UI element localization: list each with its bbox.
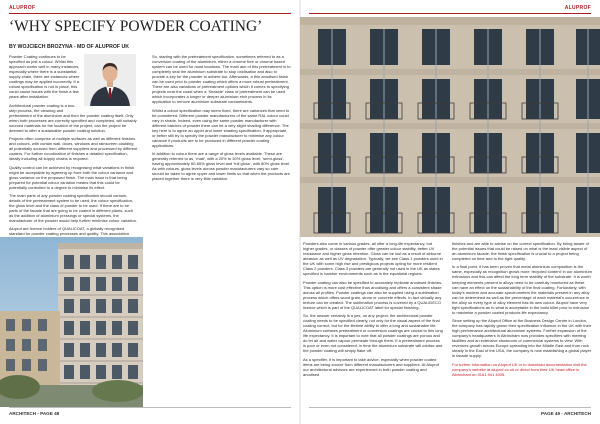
paragraph: Powders also come in various grades, all offer a long-life expectancy, but higher grades, or classes of powder offer greater colour stability, better UV resistance and higher gloss retention. Gloss can be lost as a result of airborne abrasion as well as UV degradation. Typically, we see Class 1 powders used in the UK with some high rise and prestigious projects opting for more resilient Class 2 powders. Class 3 powders are generally not used in the UK as states specified in harsher environments such as in the equatorial regions. — [303, 241, 443, 277]
building-photo-left — [0, 237, 143, 407]
paragraph: The main parts of any powder coating specification should contain, details of the pretreatment system to be used, the colour specification, the gloss level and the class of powder to be used. If there are to be parts of the facade that are going to be coated in different plants, such as the addition of aluminium pressings or special systems, the manufacturer of the powder would help further minimise colour variation. — [9, 192, 138, 224]
text-column-c — [303, 241, 443, 380]
article-byline: BY WOJCIECH BROZYNA - MD OF ALUPROF UK — [9, 44, 129, 50]
footer-page-right: PAGE 49 - ARCHITECH — [540, 411, 591, 416]
footer-rule-left — [9, 407, 291, 408]
text-column-d — [452, 241, 592, 380]
brand-label-left: ALUPROF — [9, 5, 36, 11]
footer-rule-right — [309, 407, 591, 408]
paragraph: Projects often comprise of multiple surfaces as well as different finishes and colours, with curtain wall, doors, windows and rainscreen cladding all potentially sourced from different suppliers and processed by different coaters. For further coordination of finishes a detailed specification, ideally including all supply chains is required. — [9, 136, 138, 162]
paragraph: So, starting with the pretreatment specification, sometimes referred to as a conversion coating of the aluminium, either a chrome free or chrome based system can be used for most locations. The main aim of this pretreatment is to completely seal the aluminium substrate to stop oxidisation and also to provide a key for the powder to adhere too. Afterwards, a thin anodised finish can be used prior to powder coating which offers a more robust pretreatment. There are also variations of pretreatment options which if comes to specifying projects near the coast when a ‘Seaside’ class of pretreatment can be used which incorporates a longer or deeper aluminium etch process in its application to remove aluminium substrate contaminants. — [152, 54, 291, 105]
paragraph: Quality control can be achieved by recognising what variations in finish might be acceptable by agreeing up front both the colour variance and gloss variance on the proposed finish. The main issue is that being prepared for potential colour variation means that this could be potentially controlled to a degree to minimise its effect. — [9, 164, 135, 190]
building-photo-right — [300, 17, 600, 237]
paragraph: As a specifier, it is important to take advice, especially when powder coated items are being source from different manufacturers and suppliers. At Aluprof our architectural advisors are experienced in both powder coating and anodised — [303, 356, 439, 377]
text-column-b — [152, 54, 291, 185]
footer-page-left: ARCHITECH - PAGE 48 — [9, 411, 60, 416]
author-portrait — [84, 54, 136, 106]
paragraph: Powder Coating continues to be specified as just a colour. Whilst this approach works well in many instances, especially where there is a substantial supply chain, there are instances where coatings may be applied incorrectly. If a robust specification is not in place, this could cause issues with the finish a few years after installation. — [9, 54, 80, 100]
paragraph: finishes and are able to advise on the correct specification. By being aware of the potential issues that could be raised on what is the least visible aspect of an aluminium facade, the finish specification is crucial to a project being completed on time and to the right quality. — [452, 241, 589, 262]
paragraph: In a final point, it has been proven that metal aluminium composition is the same, especially as recognition grows more ‘recycled content’ in our aluminium extrusions and this can affect the long term stability of the substrate. It is worth keeping elements present in alloys need to be carefully monitored as these can have an effect on the sustainability of the final coating. Fortunately, with today’s modern and accurate spectrometers the materials present in any alloy can be determined as well as the percentage of each material’s occurrence in the alloy so every type of alloy element has its own colour. Aluprof have very tight specifications as to what is acceptable in the build billet prior to extrusion to maximise a powder coated products life expectancy. — [452, 264, 592, 315]
paragraph: Powder coating can also be specified to accurately replicate anodised finishes. This option is more cost effective than anodising and offers a consistent shade across all profiles. Powder coatings can also be supplied using a sublimation process which offers wood grain, stone or concrete effects. In fact virtually any texture can be created. The sublimation process is covered by a QUALIDECO licence which is part of the QUALICOAT label for special finishing. — [303, 279, 443, 310]
header-rule-right — [309, 13, 591, 14]
paragraph: Whilst a colour specification may seem fixed, there are variances that need to be considered. Different powder manufacturers of the same RAL colour could vary in shade. Indeed, even using the same powder manufacturer with different batches of powder there can be a very slight shading difference. The key here is to agree an upper and lower shading specification, if appropriate, or better still try to specify the powder manufacturer to minimise any colour variance if products are to be produced in different powder coating applications. — [152, 107, 290, 148]
paragraph: Since setting up the Aluprof Office at the Business Design Centre in London, the company has rapidly grown their specification influence in the UK with their high performance architectural aluminium systems. Further expansion of the company’s headquarters in Altrincham now provides specifiers with meeting facilities and an extensive showroom of commercial systems to view. With revenues growth across Europe spreading into the Middle East and from rock steady in the East of the USA, the company is now establishing a global player in facade supply. — [452, 318, 592, 359]
right-page — [300, 0, 600, 424]
paragraph: Aluprof are licence holders of QUALICOAT, a globally recognised standard for powder coating processes and quality. This association — [9, 226, 129, 237]
paragraph: So, the answer certainly is a yes, on any project, the architectural powder coating needs to be specified clearly, not only for the visual aspect of the final coating correct, but for the lifetime ability to offer a long and sustainable life. Aluminium surfaces pretreatment or conversion coatings are crucial to this long life expectancy. It is important to note that all powder coatings are porous and do let air and water vapour permeate through them. If a pretreatment process is poor or even not considered, in time the aluminium substrate will oxidise and the powder coating will simply flake off. — [303, 312, 443, 354]
brand-label-right: ALUPROF — [564, 5, 591, 11]
article-title: ‘WHY SPECIFY POWDER COATING’ — [9, 18, 263, 35]
header-rule-left — [9, 13, 291, 14]
paragraph: Architectural powder coating is a two-step process, the cleaning and pretreatment of the aluminium and then the powder coating itself. Only when both processes are correctly specified and completed, will suitably sourced materials for the location of the project, can the project be deemed to offer a sustainable powder coating solution. — [9, 102, 137, 133]
paragraph: In addition to colour there are a range of gloss levels available. These are generally referred to as, ‘matt’, with a 20% to 30% gloss level, ‘semi-gloss’, having approximately 60-65% gloss level and ‘full gloss’, with 80% gloss level. As with colours, gloss levels across powder manufacturers vary so care should be taken to agree upper and lower limits so that when the products are placed together there is very little variation. — [152, 151, 291, 182]
contact-highlight: For further information on Aluprof UK or to download documentation visit the company’s website at aluprof.co.uk or direct from their UK head office in Altrincham on 0161 941 4005. — [452, 361, 587, 377]
